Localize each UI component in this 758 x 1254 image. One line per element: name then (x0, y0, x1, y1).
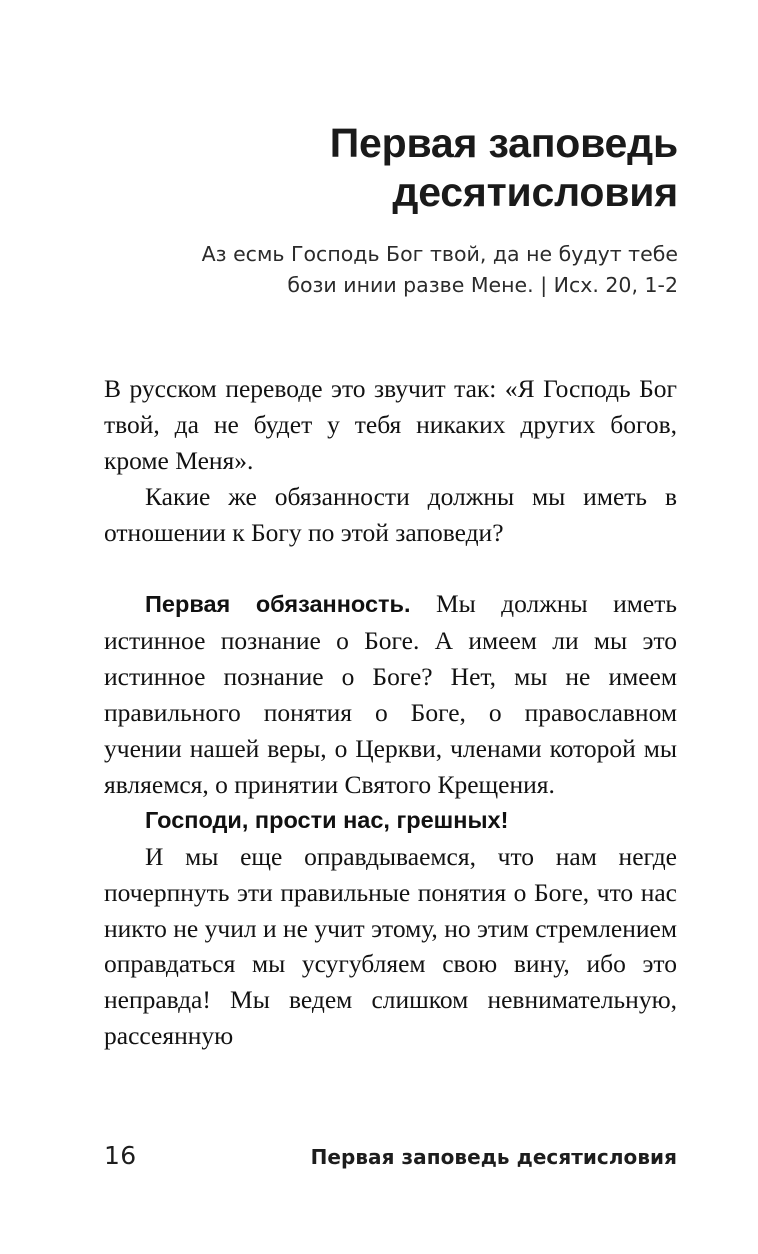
epigraph-line-1: Аз есмь Господь Бог твой, да не будут тебе (201, 242, 678, 266)
epigraph (190, 239, 678, 301)
paragraph-3-lead-in: Первая обязанность. (145, 591, 411, 618)
paragraph-3-text: Мы должны иметь истинное познание о Боге. А имеем ли мы это истинное познание о Боге? Нет, мы не имеем правильного понятия о Боге, о православном учении нашей веры, о Церкви, членами которой мы являемся, о принятии Святого Крещения. (104, 589, 677, 799)
paragraph-1: В русском переводе это звучит так: «Я Господь Бог твой, да не будет у тебя никаких других богов, кроме Меня». (104, 374, 677, 475)
page-title-line-1: Первая заповедь (329, 120, 678, 167)
running-head: Первая заповедь десятисловия (310, 1145, 677, 1169)
body-text-column (104, 371, 677, 1054)
paragraph-3 (104, 586, 677, 802)
paragraph-2: Какие же обязанности должны мы иметь в отношении к Богу по этой заповеди? (104, 481, 677, 547)
page-title (104, 119, 678, 217)
epigraph-line-2: бози инии разве Мене. | Исх. 20, 1-2 (287, 273, 678, 297)
page-number: 16 (104, 1141, 137, 1170)
paragraph-4: И мы еще оправдываемся, что нам негде почерпнуть эти правильные понятия о Боге, что нас никто не учил и не учит этому, но этим стремлением оправдаться мы усугубляем свою вину, ибо это неправда! Мы ведем слишком невнимательную, рассеянную (104, 841, 677, 1051)
page-title-line-2: десятисловия (392, 169, 678, 216)
page-footer (104, 1141, 677, 1175)
callout-prayer: Господи, прости нас, грешных! (145, 806, 509, 833)
